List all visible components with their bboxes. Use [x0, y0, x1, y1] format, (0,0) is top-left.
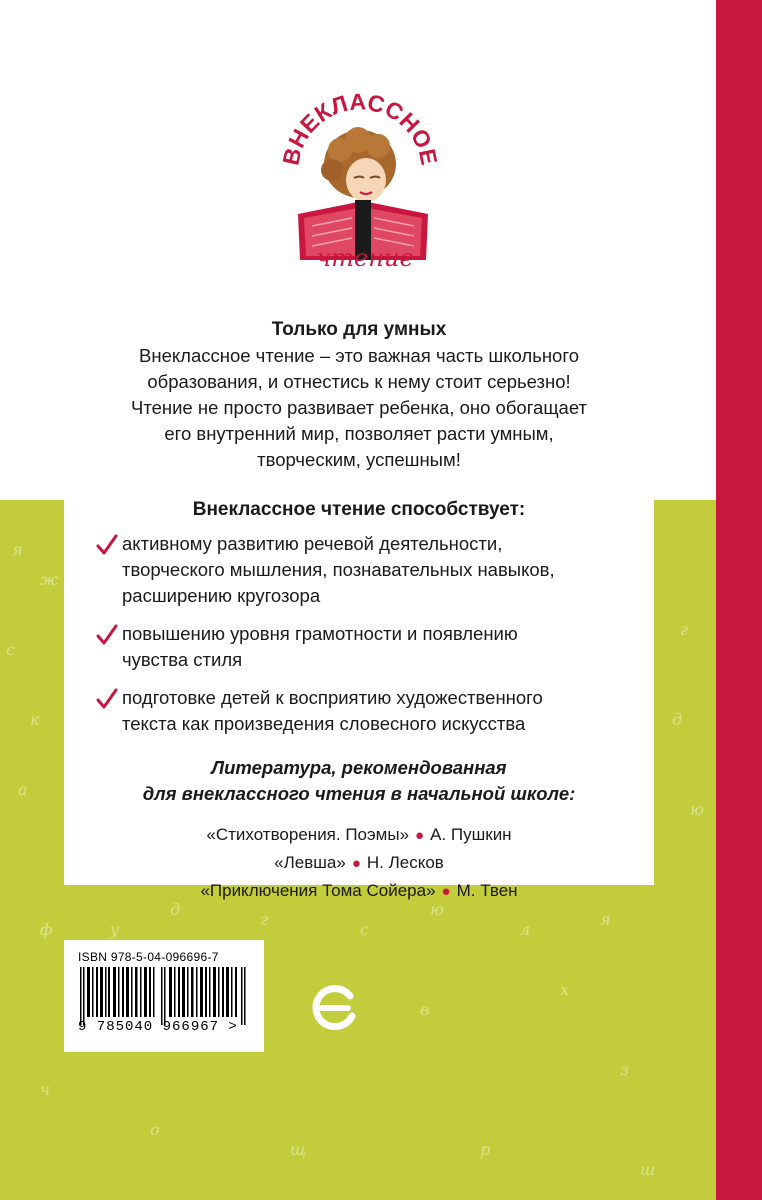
separator-dot-icon: ● — [351, 855, 361, 872]
literature-title-line: для внеклассного чтения в начальной школе: — [142, 783, 576, 804]
book-title: «Стихотворения. Поэмы» — [206, 825, 410, 844]
decor-letter: я — [600, 910, 611, 929]
decor-letter: ж — [40, 570, 59, 589]
decor-letter: а — [18, 780, 28, 799]
book-author: Н. Лесков — [366, 853, 444, 872]
list-item — [90, 531, 628, 609]
decor-letter: р — [480, 1140, 491, 1159]
barcode-icon — [78, 967, 256, 1025]
isbn-text: ISBN 978-5-04-096696-7 — [78, 950, 219, 964]
decor-letter: с — [360, 920, 369, 939]
book-item — [90, 821, 628, 849]
decor-letter: д — [170, 900, 181, 919]
reading-girl-icon — [288, 110, 438, 260]
decor-letter: в — [420, 1000, 430, 1019]
logo-bottom-text: чтение — [316, 244, 414, 272]
intro-line: образования, и отнестись к нему стоит серьезно! — [147, 371, 571, 392]
list-item-line: подготовке детей к восприятию художественного — [122, 687, 543, 708]
decor-letter: с — [6, 640, 15, 659]
decor-letter: щ — [290, 1140, 307, 1159]
book-title: «Приключения Тома Сойера» — [200, 881, 436, 900]
list-item-line: текста как произведения словесного искусства — [122, 713, 526, 734]
book-title: «Левша» — [274, 853, 346, 872]
decor-letter: з — [620, 1060, 629, 1079]
separator-dot-icon: ● — [415, 827, 425, 844]
decor-letter: ф — [40, 920, 53, 939]
decor-letter: ш — [640, 1160, 656, 1179]
list-item — [90, 621, 628, 673]
literature-title — [90, 755, 628, 807]
logo-top-text: ВНЕКЛАССНОЕ — [277, 88, 443, 168]
book-list — [90, 821, 628, 905]
decor-letter: д — [672, 710, 683, 729]
book-author: М. Твен — [456, 881, 518, 900]
check-icon — [96, 624, 118, 646]
barcode-box — [64, 940, 264, 1052]
decor-letter: к — [30, 710, 40, 729]
decor-letter: г — [260, 910, 269, 929]
list-item-line: расширению кругозора — [122, 585, 321, 606]
card-title: Только для умных — [271, 319, 447, 340]
eksmo-logo-icon — [308, 982, 360, 1034]
check-icon — [96, 534, 118, 556]
decor-letter: ю — [690, 800, 705, 819]
book-item — [90, 849, 628, 877]
intro-paragraph — [90, 343, 628, 473]
intro-line: творческим, успешным! — [257, 449, 461, 470]
decor-letter: о — [150, 1120, 160, 1139]
list-item-line: чувства стиля — [122, 649, 243, 670]
decor-letter: л — [520, 920, 531, 939]
benefits-title: Внеклассное чтение способствует: — [192, 499, 526, 520]
barcode-digits: 9 785040 966967 > — [78, 1019, 238, 1035]
decor-letter: х — [560, 980, 570, 999]
book-spine — [716, 0, 762, 1200]
intro-line: Внеклассное чтение – это важная часть школьного — [139, 345, 579, 366]
literature-title-line: Литература, рекомендованная — [211, 757, 507, 778]
list-item-line: творческого мышления, познавательных навыков, — [122, 559, 555, 580]
list-item-line: активному развитию речевой деятельности, — [122, 533, 503, 554]
decor-letter: г — [680, 620, 689, 639]
list-item-line: повышению уровня грамотности и появлению — [122, 623, 518, 644]
decor-letter: ч — [40, 1080, 50, 1099]
decor-letter: ю — [430, 900, 445, 919]
decor-letter: у — [110, 920, 120, 939]
check-icon — [96, 688, 118, 710]
intro-line: Чтение не просто развивает ребенка, оно обогащает — [131, 397, 587, 418]
info-card — [64, 305, 654, 900]
series-logo — [270, 60, 450, 280]
book-author: А. Пушкин — [430, 825, 512, 844]
benefits-list — [90, 531, 628, 737]
separator-dot-icon: ● — [441, 883, 451, 900]
list-item — [90, 685, 628, 737]
decor-letter: я — [12, 540, 23, 559]
intro-line: его внутренний мир, позволяет расти умным, — [164, 423, 554, 444]
book-item — [90, 877, 628, 905]
